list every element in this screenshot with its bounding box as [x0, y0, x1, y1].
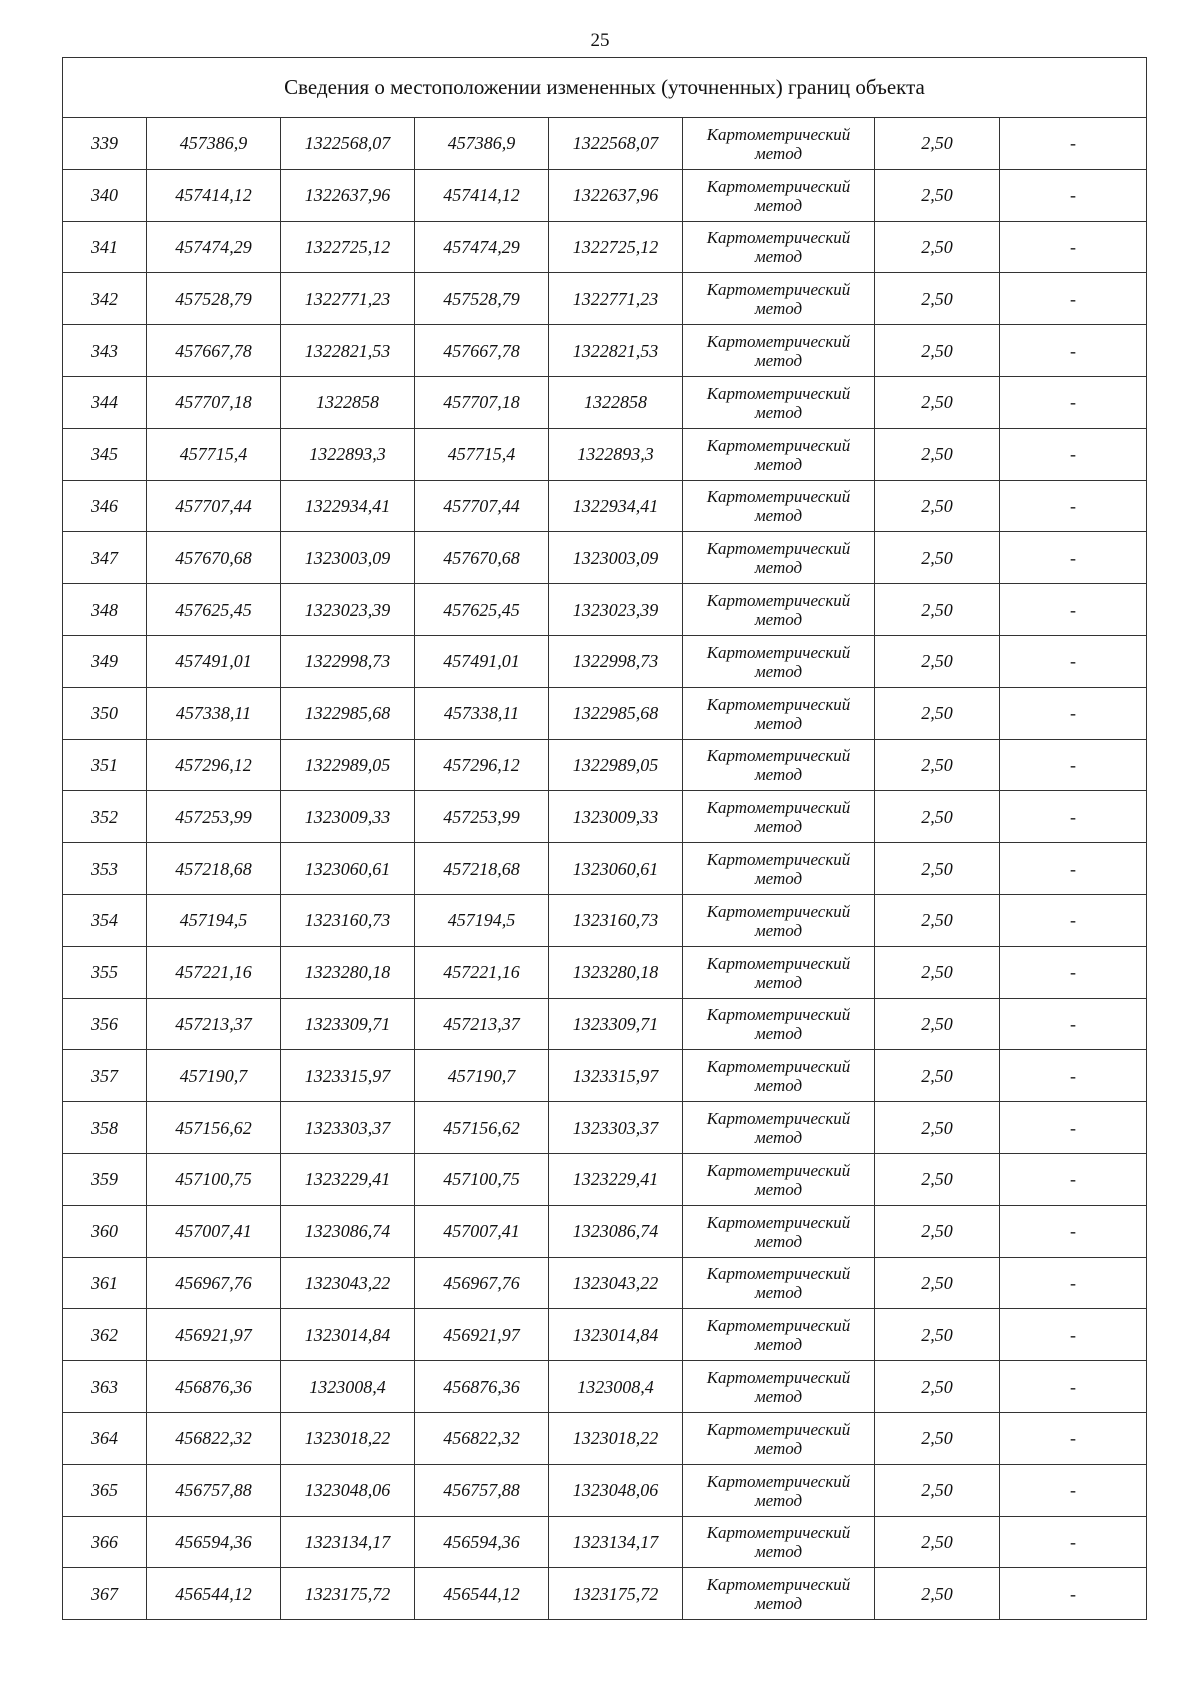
x-refined-cell: 457338,11 — [415, 687, 549, 739]
method-cell: Картометрический метод — [683, 1257, 875, 1309]
x-existing-cell: 457625,45 — [147, 584, 281, 636]
table-row — [63, 843, 1147, 895]
table-row — [63, 169, 1147, 221]
point-number-cell: 359 — [63, 1153, 147, 1205]
y-existing-cell: 1322858 — [281, 376, 415, 428]
x-existing-cell: 456921,97 — [147, 1309, 281, 1361]
x-refined-cell: 457007,41 — [415, 1205, 549, 1257]
note-cell: - — [1000, 894, 1147, 946]
x-existing-cell: 457670,68 — [147, 532, 281, 584]
x-refined-cell: 457221,16 — [415, 946, 549, 998]
y-existing-cell: 1322821,53 — [281, 325, 415, 377]
y-refined-cell: 1322637,96 — [549, 169, 683, 221]
note-cell: - — [1000, 1257, 1147, 1309]
point-number-cell: 347 — [63, 532, 147, 584]
x-refined-cell: 457715,4 — [415, 428, 549, 480]
x-existing-cell: 457474,29 — [147, 221, 281, 273]
point-number-cell: 352 — [63, 791, 147, 843]
accuracy-cell: 2,50 — [875, 480, 1000, 532]
x-refined-cell: 456594,36 — [415, 1516, 549, 1568]
page-number: 25 — [590, 30, 610, 51]
note-cell: - — [1000, 843, 1147, 895]
x-refined-cell: 457194,5 — [415, 894, 549, 946]
x-refined-cell: 457296,12 — [415, 739, 549, 791]
note-cell: - — [1000, 1412, 1147, 1464]
y-existing-cell: 1323309,71 — [281, 998, 415, 1050]
point-number-cell: 346 — [63, 480, 147, 532]
note-cell: - — [1000, 791, 1147, 843]
x-existing-cell: 457213,37 — [147, 998, 281, 1050]
x-existing-cell: 457707,44 — [147, 480, 281, 532]
table-row — [63, 1464, 1147, 1516]
method-cell: Картометрический метод — [683, 998, 875, 1050]
table-row — [63, 1516, 1147, 1568]
table-row — [63, 894, 1147, 946]
y-refined-cell: 1323018,22 — [549, 1412, 683, 1464]
method-cell: Картометрический метод — [683, 791, 875, 843]
x-existing-cell: 456594,36 — [147, 1516, 281, 1568]
x-existing-cell: 456544,12 — [147, 1568, 281, 1620]
accuracy-cell: 2,50 — [875, 169, 1000, 221]
y-existing-cell: 1322725,12 — [281, 221, 415, 273]
note-cell: - — [1000, 376, 1147, 428]
table-row — [63, 1205, 1147, 1257]
y-existing-cell: 1323229,41 — [281, 1153, 415, 1205]
y-existing-cell: 1323160,73 — [281, 894, 415, 946]
y-refined-cell: 1323060,61 — [549, 843, 683, 895]
y-existing-cell: 1322893,3 — [281, 428, 415, 480]
x-refined-cell: 457414,12 — [415, 169, 549, 221]
note-cell: - — [1000, 1102, 1147, 1154]
accuracy-cell: 2,50 — [875, 428, 1000, 480]
table-title-row — [63, 58, 1147, 118]
y-refined-cell: 1323086,74 — [549, 1205, 683, 1257]
y-existing-cell: 1322771,23 — [281, 273, 415, 325]
table-row — [63, 273, 1147, 325]
point-number-cell: 363 — [63, 1361, 147, 1413]
note-cell: - — [1000, 1361, 1147, 1413]
x-existing-cell: 457707,18 — [147, 376, 281, 428]
point-number-cell: 340 — [63, 169, 147, 221]
note-cell: - — [1000, 1568, 1147, 1620]
x-existing-cell: 457338,11 — [147, 687, 281, 739]
y-refined-cell: 1323009,33 — [549, 791, 683, 843]
accuracy-cell: 2,50 — [875, 791, 1000, 843]
method-cell: Картометрический метод — [683, 1568, 875, 1620]
x-existing-cell: 457100,75 — [147, 1153, 281, 1205]
point-number-cell: 341 — [63, 221, 147, 273]
accuracy-cell: 2,50 — [875, 894, 1000, 946]
x-refined-cell: 456757,88 — [415, 1464, 549, 1516]
method-cell: Картометрический метод — [683, 376, 875, 428]
y-refined-cell: 1322893,3 — [549, 428, 683, 480]
x-existing-cell: 457386,9 — [147, 118, 281, 170]
x-existing-cell: 457190,7 — [147, 1050, 281, 1102]
x-refined-cell: 457253,99 — [415, 791, 549, 843]
y-existing-cell: 1322985,68 — [281, 687, 415, 739]
point-number-cell: 354 — [63, 894, 147, 946]
note-cell: - — [1000, 273, 1147, 325]
accuracy-cell: 2,50 — [875, 1568, 1000, 1620]
point-number-cell: 348 — [63, 584, 147, 636]
y-refined-cell: 1322771,23 — [549, 273, 683, 325]
accuracy-cell: 2,50 — [875, 325, 1000, 377]
y-refined-cell: 1323229,41 — [549, 1153, 683, 1205]
y-refined-cell: 1323303,37 — [549, 1102, 683, 1154]
method-cell: Картометрический метод — [683, 118, 875, 170]
method-cell: Картометрический метод — [683, 635, 875, 687]
boundary-coordinates-table — [62, 57, 1147, 1620]
y-existing-cell: 1323018,22 — [281, 1412, 415, 1464]
note-cell: - — [1000, 1516, 1147, 1568]
method-cell: Картометрический метод — [683, 1050, 875, 1102]
point-number-cell: 353 — [63, 843, 147, 895]
note-cell: - — [1000, 221, 1147, 273]
method-cell: Картометрический метод — [683, 1153, 875, 1205]
accuracy-cell: 2,50 — [875, 1412, 1000, 1464]
accuracy-cell: 2,50 — [875, 221, 1000, 273]
point-number-cell: 364 — [63, 1412, 147, 1464]
method-cell: Картометрический метод — [683, 428, 875, 480]
method-cell: Картометрический метод — [683, 1412, 875, 1464]
y-refined-cell: 1323043,22 — [549, 1257, 683, 1309]
point-number-cell: 360 — [63, 1205, 147, 1257]
table-title: Сведения о местоположении измененных (уточненных) границ объекта — [63, 58, 1147, 118]
note-cell: - — [1000, 1464, 1147, 1516]
y-existing-cell: 1323043,22 — [281, 1257, 415, 1309]
method-cell: Картометрический метод — [683, 273, 875, 325]
note-cell: - — [1000, 428, 1147, 480]
y-refined-cell: 1323175,72 — [549, 1568, 683, 1620]
y-existing-cell: 1323134,17 — [281, 1516, 415, 1568]
point-number-cell: 355 — [63, 946, 147, 998]
table-row — [63, 946, 1147, 998]
x-existing-cell: 456757,88 — [147, 1464, 281, 1516]
table-row — [63, 1102, 1147, 1154]
y-refined-cell: 1323008,4 — [549, 1361, 683, 1413]
y-refined-cell: 1323315,97 — [549, 1050, 683, 1102]
note-cell: - — [1000, 169, 1147, 221]
x-refined-cell: 457625,45 — [415, 584, 549, 636]
point-number-cell: 345 — [63, 428, 147, 480]
note-cell: - — [1000, 1153, 1147, 1205]
note-cell: - — [1000, 635, 1147, 687]
method-cell: Картометрический метод — [683, 1205, 875, 1257]
y-refined-cell: 1322934,41 — [549, 480, 683, 532]
accuracy-cell: 2,50 — [875, 1205, 1000, 1257]
x-refined-cell: 456967,76 — [415, 1257, 549, 1309]
table-row — [63, 221, 1147, 273]
table-row — [63, 480, 1147, 532]
method-cell: Картометрический метод — [683, 1516, 875, 1568]
x-refined-cell: 457156,62 — [415, 1102, 549, 1154]
y-existing-cell: 1322998,73 — [281, 635, 415, 687]
x-refined-cell: 457100,75 — [415, 1153, 549, 1205]
accuracy-cell: 2,50 — [875, 946, 1000, 998]
table-row — [63, 739, 1147, 791]
method-cell: Картометрический метод — [683, 1361, 875, 1413]
method-cell: Картометрический метод — [683, 946, 875, 998]
method-cell: Картометрический метод — [683, 687, 875, 739]
y-existing-cell: 1323060,61 — [281, 843, 415, 895]
accuracy-cell: 2,50 — [875, 843, 1000, 895]
accuracy-cell: 2,50 — [875, 998, 1000, 1050]
accuracy-cell: 2,50 — [875, 635, 1000, 687]
x-existing-cell: 457253,99 — [147, 791, 281, 843]
y-existing-cell: 1323303,37 — [281, 1102, 415, 1154]
method-cell: Картометрический метод — [683, 325, 875, 377]
y-refined-cell: 1322989,05 — [549, 739, 683, 791]
point-number-cell: 356 — [63, 998, 147, 1050]
accuracy-cell: 2,50 — [875, 118, 1000, 170]
accuracy-cell: 2,50 — [875, 1257, 1000, 1309]
note-cell: - — [1000, 998, 1147, 1050]
method-cell: Картометрический метод — [683, 169, 875, 221]
y-existing-cell: 1322989,05 — [281, 739, 415, 791]
table-row — [63, 532, 1147, 584]
y-existing-cell: 1322934,41 — [281, 480, 415, 532]
table-row — [63, 584, 1147, 636]
point-number-cell: 349 — [63, 635, 147, 687]
note-cell: - — [1000, 946, 1147, 998]
x-refined-cell: 457213,37 — [415, 998, 549, 1050]
accuracy-cell: 2,50 — [875, 739, 1000, 791]
accuracy-cell: 2,50 — [875, 1516, 1000, 1568]
table-row — [63, 998, 1147, 1050]
accuracy-cell: 2,50 — [875, 1050, 1000, 1102]
point-number-cell: 362 — [63, 1309, 147, 1361]
y-existing-cell: 1323048,06 — [281, 1464, 415, 1516]
point-number-cell: 367 — [63, 1568, 147, 1620]
table-row — [63, 1568, 1147, 1620]
x-existing-cell: 457491,01 — [147, 635, 281, 687]
note-cell: - — [1000, 687, 1147, 739]
x-refined-cell: 457707,18 — [415, 376, 549, 428]
y-existing-cell: 1323014,84 — [281, 1309, 415, 1361]
point-number-cell: 366 — [63, 1516, 147, 1568]
x-refined-cell: 457218,68 — [415, 843, 549, 895]
accuracy-cell: 2,50 — [875, 1153, 1000, 1205]
y-refined-cell: 1323023,39 — [549, 584, 683, 636]
point-number-cell: 351 — [63, 739, 147, 791]
y-refined-cell: 1323134,17 — [549, 1516, 683, 1568]
point-number-cell: 358 — [63, 1102, 147, 1154]
y-refined-cell: 1323160,73 — [549, 894, 683, 946]
accuracy-cell: 2,50 — [875, 273, 1000, 325]
note-cell: - — [1000, 584, 1147, 636]
method-cell: Картометрический метод — [683, 1464, 875, 1516]
x-refined-cell: 457190,7 — [415, 1050, 549, 1102]
y-refined-cell: 1322568,07 — [549, 118, 683, 170]
y-refined-cell: 1322821,53 — [549, 325, 683, 377]
x-refined-cell: 457528,79 — [415, 273, 549, 325]
point-number-cell: 350 — [63, 687, 147, 739]
y-existing-cell: 1322637,96 — [281, 169, 415, 221]
x-refined-cell: 457491,01 — [415, 635, 549, 687]
y-refined-cell: 1322858 — [549, 376, 683, 428]
table-row — [63, 1309, 1147, 1361]
accuracy-cell: 2,50 — [875, 376, 1000, 428]
y-refined-cell: 1323014,84 — [549, 1309, 683, 1361]
table-row — [63, 1257, 1147, 1309]
table-row — [63, 791, 1147, 843]
y-existing-cell: 1323175,72 — [281, 1568, 415, 1620]
x-existing-cell: 456967,76 — [147, 1257, 281, 1309]
x-existing-cell: 456822,32 — [147, 1412, 281, 1464]
x-refined-cell: 457670,68 — [415, 532, 549, 584]
accuracy-cell: 2,50 — [875, 1464, 1000, 1516]
x-refined-cell: 457386,9 — [415, 118, 549, 170]
table-row — [63, 428, 1147, 480]
table-row — [63, 325, 1147, 377]
note-cell: - — [1000, 480, 1147, 532]
y-existing-cell: 1323003,09 — [281, 532, 415, 584]
method-cell: Картометрический метод — [683, 584, 875, 636]
note-cell: - — [1000, 325, 1147, 377]
y-existing-cell: 1323315,97 — [281, 1050, 415, 1102]
y-refined-cell: 1322725,12 — [549, 221, 683, 273]
note-cell: - — [1000, 1309, 1147, 1361]
x-existing-cell: 457221,16 — [147, 946, 281, 998]
point-number-cell: 344 — [63, 376, 147, 428]
accuracy-cell: 2,50 — [875, 532, 1000, 584]
method-cell: Картометрический метод — [683, 843, 875, 895]
point-number-cell: 343 — [63, 325, 147, 377]
x-existing-cell: 457194,5 — [147, 894, 281, 946]
x-existing-cell: 457667,78 — [147, 325, 281, 377]
y-refined-cell: 1323003,09 — [549, 532, 683, 584]
x-refined-cell: 456544,12 — [415, 1568, 549, 1620]
x-existing-cell: 457296,12 — [147, 739, 281, 791]
accuracy-cell: 2,50 — [875, 584, 1000, 636]
table-row — [63, 1153, 1147, 1205]
x-existing-cell: 457414,12 — [147, 169, 281, 221]
y-refined-cell: 1322985,68 — [549, 687, 683, 739]
table-row — [63, 1412, 1147, 1464]
y-existing-cell: 1323009,33 — [281, 791, 415, 843]
point-number-cell: 361 — [63, 1257, 147, 1309]
accuracy-cell: 2,50 — [875, 687, 1000, 739]
table-row — [63, 376, 1147, 428]
accuracy-cell: 2,50 — [875, 1309, 1000, 1361]
x-existing-cell: 457156,62 — [147, 1102, 281, 1154]
note-cell: - — [1000, 532, 1147, 584]
method-cell: Картометрический метод — [683, 1102, 875, 1154]
method-cell: Картометрический метод — [683, 532, 875, 584]
y-existing-cell: 1323023,39 — [281, 584, 415, 636]
x-refined-cell: 457707,44 — [415, 480, 549, 532]
x-refined-cell: 457474,29 — [415, 221, 549, 273]
x-refined-cell: 456876,36 — [415, 1361, 549, 1413]
accuracy-cell: 2,50 — [875, 1102, 1000, 1154]
table-row — [63, 635, 1147, 687]
y-existing-cell: 1322568,07 — [281, 118, 415, 170]
y-refined-cell: 1323048,06 — [549, 1464, 683, 1516]
x-refined-cell: 457667,78 — [415, 325, 549, 377]
x-refined-cell: 456921,97 — [415, 1309, 549, 1361]
y-refined-cell: 1322998,73 — [549, 635, 683, 687]
x-existing-cell: 456876,36 — [147, 1361, 281, 1413]
point-number-cell: 365 — [63, 1464, 147, 1516]
table-row — [63, 687, 1147, 739]
note-cell: - — [1000, 1205, 1147, 1257]
x-existing-cell: 457715,4 — [147, 428, 281, 480]
point-number-cell: 357 — [63, 1050, 147, 1102]
y-refined-cell: 1323280,18 — [549, 946, 683, 998]
x-existing-cell: 457218,68 — [147, 843, 281, 895]
y-existing-cell: 1323008,4 — [281, 1361, 415, 1413]
y-refined-cell: 1323309,71 — [549, 998, 683, 1050]
y-existing-cell: 1323280,18 — [281, 946, 415, 998]
method-cell: Картометрический метод — [683, 894, 875, 946]
method-cell: Картометрический метод — [683, 480, 875, 532]
x-existing-cell: 457007,41 — [147, 1205, 281, 1257]
table-body — [63, 118, 1147, 1620]
x-refined-cell: 456822,32 — [415, 1412, 549, 1464]
method-cell: Картометрический метод — [683, 739, 875, 791]
method-cell: Картометрический метод — [683, 221, 875, 273]
point-number-cell: 342 — [63, 273, 147, 325]
table-row — [63, 118, 1147, 170]
point-number-cell: 339 — [63, 118, 147, 170]
note-cell: - — [1000, 739, 1147, 791]
accuracy-cell: 2,50 — [875, 1361, 1000, 1413]
table-row — [63, 1361, 1147, 1413]
method-cell: Картометрический метод — [683, 1309, 875, 1361]
table-row — [63, 1050, 1147, 1102]
x-existing-cell: 457528,79 — [147, 273, 281, 325]
y-existing-cell: 1323086,74 — [281, 1205, 415, 1257]
note-cell: - — [1000, 118, 1147, 170]
note-cell: - — [1000, 1050, 1147, 1102]
